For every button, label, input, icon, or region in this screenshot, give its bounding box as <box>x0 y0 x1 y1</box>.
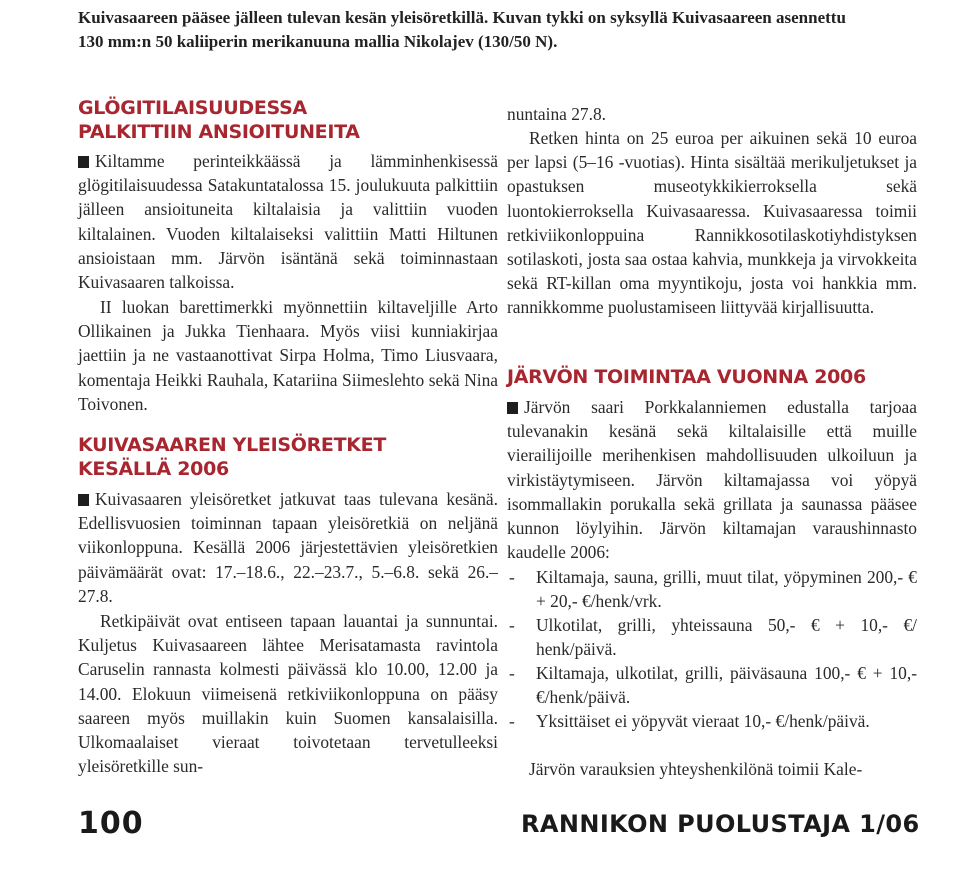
article-paragraph: II luokan barettimerkki myönnettiin kiltaveljille Arto Ollikainen ja Jukka Tienhaara. Myös viisi kunniakirjaa jaettiin ja ne vastaanottivat Sirpa Holma, Timo Liusvaara, komentaja Heikki Rauhala, Katariina Siimeslehto sekä Nina Toivonen. <box>78 297 498 414</box>
price-list-item: - Ulkotilat, grilli, yhteissauna 50,- € + 10,- €/ henk/päivä. <box>509 615 917 660</box>
bullet-square-icon <box>78 156 89 168</box>
article-paragraph <box>78 149 498 294</box>
article-paragraph: Retken hinta on 25 euroa per aikuinen sekä 10 euroa per lapsi (5–16 -vuotias). Hinta sisältää merikuljetukset ja opastuksen museotykkikierroksella sekä luontokierroksella Kuivasaaressa. Kuivasaaressa toimii retkiviikonloppuina Rannikkosotilaskotiyhdistyksen sotilaskoti, josta saa ostaa kahvia, munkkeja ja virvokkeita sekä RT-killan oma myyntikoju, josta voi hankkia mm. rannikkomme puolustamiseen liittyvää kirjallisuutta. <box>507 128 917 318</box>
page-number: 100 <box>78 806 144 841</box>
photo-caption: Kuivasaareen pääsee jälleen tulevan kesän yleisöretkillä. Kuvan tykki on syksyllä Kuivasaareen asennettu 130 mm:n 50 kaliiperin merikanuuna mallia Nikolajev (130/50 N). <box>78 8 846 51</box>
section-heading-jarvo: JÄRVÖN TOIMINTAA VUONNA 2006 <box>507 366 866 388</box>
paragraph-text: Järvön saari Porkkalanniemen edustalla tarjoaa tulevanakin kesänä sekä kiltalaisille että muille vierailijoille merihenkisen mahdollisuuden ulkoiluun ja virkistäytymiseen. Järvön kiltamajassa voi yöpyä isommallakin porukalla sekä grillata ja saunassa pääsee kunnon löylyihin. Järvön kiltamajan varaushinnasto kaudelle 2006: <box>507 397 917 563</box>
article-paragraph <box>78 487 498 608</box>
price-list-item: - Kiltamaja, sauna, grilli, muut tilat, yöpyminen 200,- € + 20,- €/henk/vrk. <box>509 567 917 612</box>
paragraph-text: Kiltamme perinteikkäässä ja lämminhenkisessä glögitilaisuudessa Satakuntatalossa 15. joulukuuta palkittiin jälleen ansioituneita kiltalaisia ja valittiin vuoden kiltalainen. Vuoden kiltalaiseksi valittiin Matti Hiltunen ansioistaan mm. Järvön isäntänä sekä toiminnastaan Kuivasaaren talkoissa. <box>78 151 498 293</box>
section-heading-glogi-line2: PALKITTIIN ANSIOITUNEITA <box>78 121 360 143</box>
article-continuation: nuntaina 27.8. <box>507 104 607 124</box>
price-list-item: - Kiltamaja, ulkotilat, grilli, päiväsauna 100,- € + 10,- €/henk/päivä. <box>509 663 917 708</box>
article-paragraph: Retkipäivät ovat entiseen tapaan lauantai ja sunnuntai. Kuljetus Kuivasaareen lähtee Merisatamasta ravintola Caruselin rannasta kolmesti päivässä klo 10.00, 12.00 ja 14.00. Elokuun viimeisenä retkiviikonloppuna on pääsy saareen myös muillakin kuin Suomen kansalaisilla. Ulkomaalaiset vieraat toivotetaan tervetulleeksi yleisöretkille sun- <box>78 611 498 777</box>
section-heading-kuivasaari-line1: KUIVASAAREN YLEISÖRETKET <box>78 434 387 456</box>
article-paragraph: Järvön varauksien yhteyshenkilönä toimii Kale- <box>529 759 863 779</box>
price-list-item: - Yksittäiset ei yöpyvät vieraat 10,- €/henk/päivä. <box>509 711 870 731</box>
bullet-square-icon <box>78 494 89 506</box>
paragraph-text: Kuivasaaren yleisöretket jatkuvat taas tulevana kesänä. Edellisvuosien toiminnan tapaan yleisöretkiä on neljänä viikonloppuna. Kesällä 2006 järjestettävien yleisöretkien päivämäärät ovat: 17.–18.6., 22.–23.7., 5.–6.8. sekä 26.–27.8. <box>78 489 498 606</box>
magazine-issue: RANNIKON PUOLUSTAJA 1/06 <box>521 810 920 838</box>
bullet-square-icon <box>507 402 518 414</box>
section-heading-glogi-line1: GLÖGITILAISUUDESSA <box>78 97 307 119</box>
article-paragraph <box>507 395 917 564</box>
section-heading-kuivasaari-line2: KESÄLLÄ 2006 <box>78 458 229 480</box>
